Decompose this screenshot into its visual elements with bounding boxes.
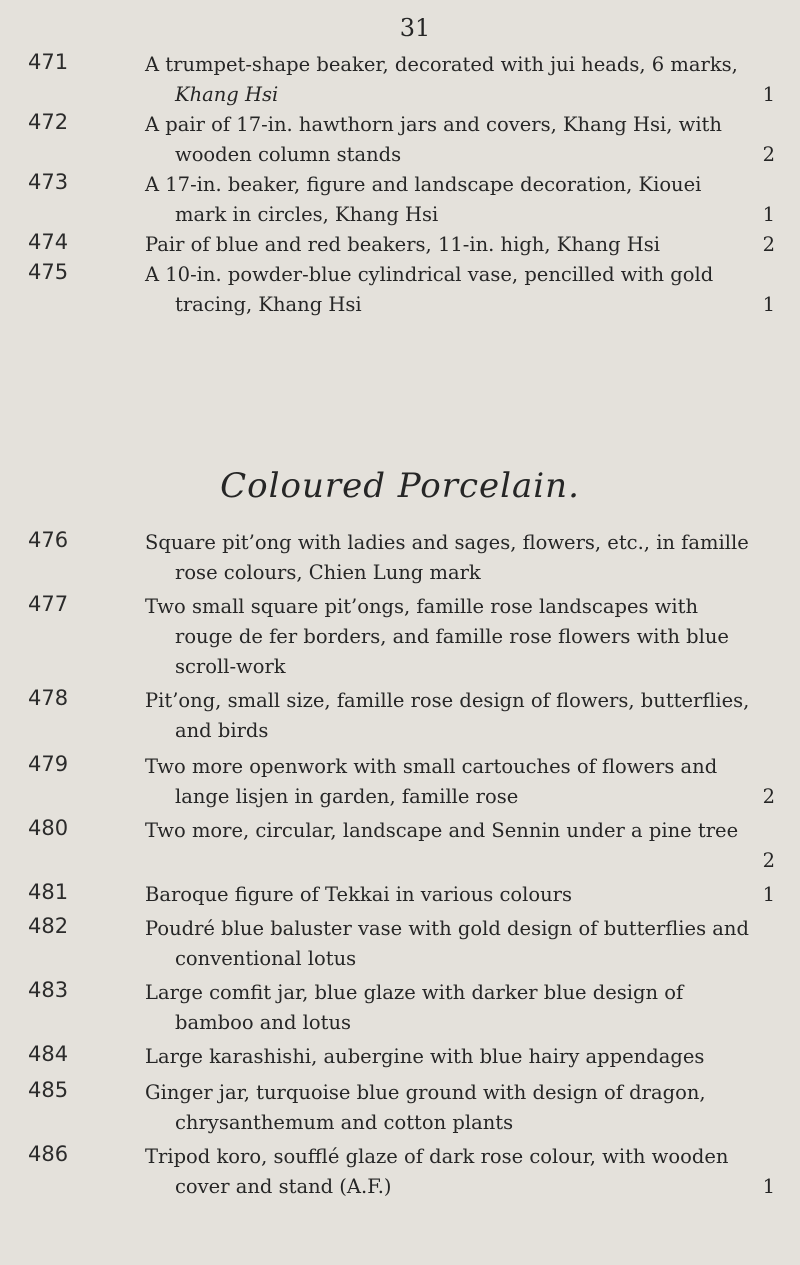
lot-line: Large comfit jar, blue glaze with darker blue design of [145, 981, 684, 1004]
lot-quantity: 2 [762, 233, 775, 256]
lot-description [145, 170, 775, 230]
lot-quantity: 1 [762, 203, 775, 226]
lot-quantity: 1 [762, 1175, 775, 1198]
lot-line: tracing, Khang Hsi [175, 293, 362, 316]
lot-description [145, 50, 775, 110]
lot-line: cover and stand (A.F.) [175, 1175, 392, 1198]
lot-number: 485 [28, 1078, 69, 1102]
lot-number: 479 [28, 752, 69, 776]
lot-line: conventional lotus [175, 947, 357, 970]
section-heading: Coloured Porcelain. [220, 466, 580, 506]
lot-description [145, 1042, 775, 1072]
lot-description [145, 752, 775, 812]
lot-line: Khang Hsi [175, 83, 279, 106]
lot-description [145, 914, 775, 974]
page-number: 31 [399, 14, 431, 42]
lot-line: Poudré blue baluster vase with gold design of butterflies and [145, 917, 749, 940]
lot-line: bamboo and lotus [175, 1011, 352, 1034]
lot-quantity: 1 [762, 883, 775, 906]
lot-line: chrysanthemum and cotton plants [175, 1111, 514, 1134]
lot-description [145, 110, 775, 170]
lot-number: 483 [28, 978, 69, 1002]
lot-line: Ginger jar, turquoise blue ground with design of dragon, [145, 1081, 706, 1104]
lot-line: rose colours, Chien Lung mark [175, 561, 481, 584]
lot-line: Two small square pit’ongs, famille rose landscapes with [145, 595, 699, 618]
lot-number: 471 [28, 50, 69, 74]
lot-description [145, 686, 775, 746]
lot-description [145, 528, 775, 588]
lot-number: 475 [28, 260, 69, 284]
lot-line: wooden column stands [175, 143, 402, 166]
lot-number: 477 [28, 592, 69, 616]
lot-line: Square pit’ong with ladies and sages, flowers, etc., in famille [145, 531, 749, 554]
lot-line: Two more openwork with small cartouches of flowers and [145, 755, 718, 778]
lot-description [145, 880, 775, 910]
lot-description [145, 1142, 775, 1202]
lot-number: 484 [28, 1042, 69, 1066]
lot-quantity: 1 [762, 83, 775, 106]
lot-line: Tripod koro, soufflé glaze of dark rose colour, with wooden [145, 1145, 729, 1168]
lot-line: and birds [175, 719, 269, 742]
lot-quantity: 2 [762, 785, 775, 808]
lot-line: Two more, circular, landscape and Sennin under a pine tree [145, 819, 739, 842]
lot-number: 478 [28, 686, 69, 710]
lot-description [145, 1078, 775, 1138]
lot-description [145, 978, 775, 1038]
lot-line: Baroque figure of Tekkai in various colours [145, 883, 573, 906]
lot-number: 474 [28, 230, 69, 254]
lot-line: Pair of blue and red beakers, 11-in. high, Khang Hsi [145, 233, 661, 256]
lot-quantity: 1 [762, 293, 775, 316]
lot-number: 472 [28, 110, 69, 134]
lot-number: 486 [28, 1142, 69, 1166]
lot-quantity: 2 [762, 849, 775, 872]
lot-description [145, 592, 775, 682]
lot-line: rouge de fer borders, and famille rose flowers with blue [175, 625, 729, 648]
lot-line: scroll-work [175, 655, 286, 678]
lot-line: Large karashishi, aubergine with blue hairy appendages [145, 1045, 705, 1068]
lot-line: lange lisjen in garden, famille rose [175, 785, 519, 808]
lot-description [145, 230, 775, 260]
lot-number: 481 [28, 880, 69, 904]
lot-description [145, 260, 775, 320]
lot-line: A 10-in. powder-blue cylindrical vase, pencilled with gold [145, 263, 714, 286]
lot-line: Pit’ong, small size, famille rose design of flowers, butterflies, [145, 689, 750, 712]
lot-line: A 17-in. beaker, figure and landscape decoration, Kiouei [145, 173, 702, 196]
lot-quantity: 2 [762, 143, 775, 166]
lot-number: 480 [28, 816, 69, 840]
lot-line: A trumpet-shape beaker, decorated with jui heads, 6 marks, [145, 53, 738, 76]
lot-number: 482 [28, 914, 69, 938]
lot-line: mark in circles, Khang Hsi [175, 203, 439, 226]
lot-number: 473 [28, 170, 69, 194]
lot-number: 476 [28, 528, 69, 552]
lot-description [145, 816, 775, 872]
lot-line: A pair of 17-in. hawthorn jars and covers, Khang Hsi, with [145, 113, 722, 136]
